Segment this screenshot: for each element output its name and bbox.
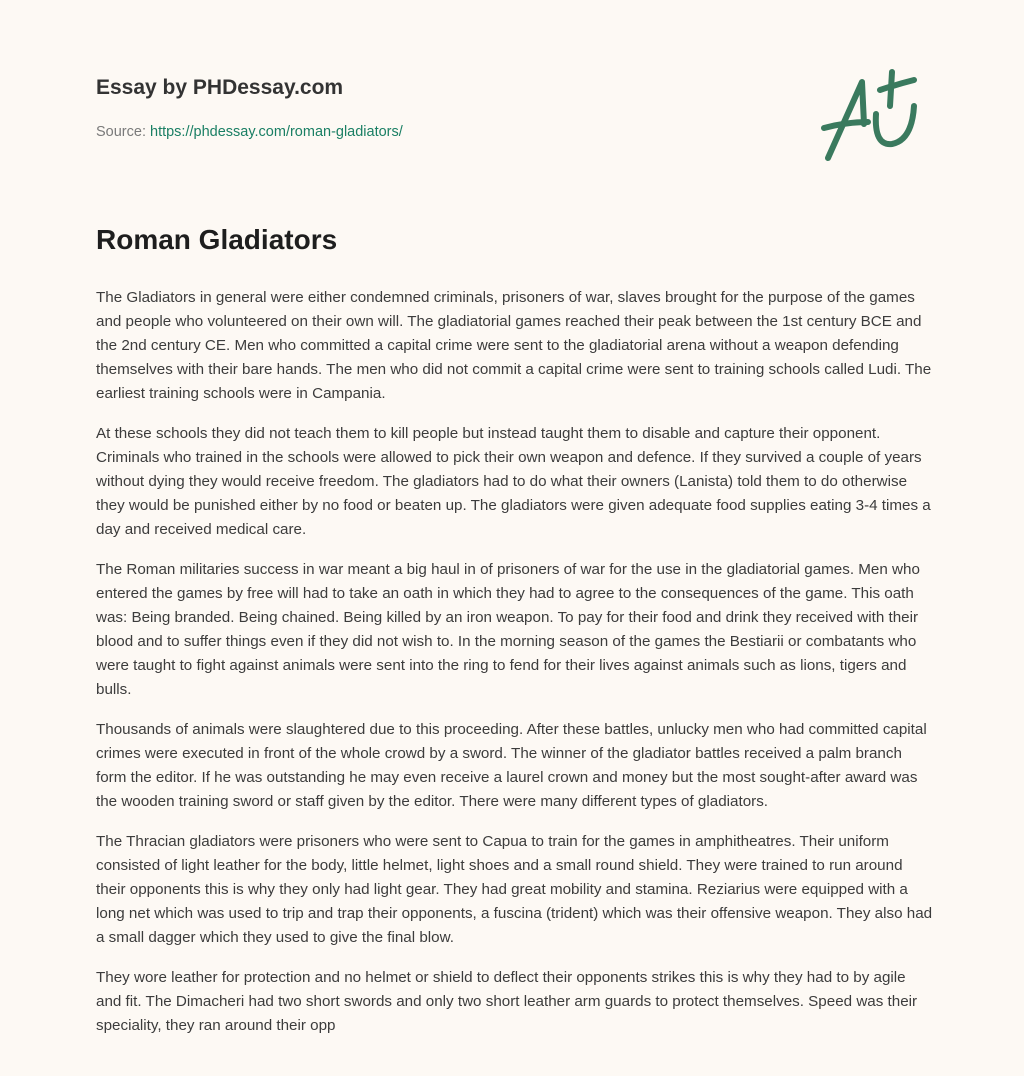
- source-link[interactable]: https://phdessay.com/roman-gladiators/: [150, 124, 403, 140]
- a-plus-logo-icon: [818, 66, 930, 166]
- source-label: Source:: [96, 124, 150, 140]
- paragraph: At these schools they did not teach them to kill people but instead taught them to disable and capture their opponent. Criminals who trained in the schools were allowed to pick their own weapon and defence. If they survived a couple of years without dying they would receive freedom. The gladiators had to do what their owners (Lanista) told them to do otherwise they would be punished either by no food or beaten up. The gladiators were given adequate food supplies eating 3-4 times a day and received medical care.: [96, 425, 931, 538]
- paragraph: The Gladiators in general were either condemned criminals, prisoners of war, slaves brought for the purpose of the games and people who volunteered on their own will. The gladiatorial games reached their peak between the 1st century BCE and the 2nd century CE. Men who committed a capital crime were sent to the gladiatorial arena without a weapon defending themselves with their bare hands. The men who did not commit a capital crime were sent to training schools called Ludi. The earliest training schools were in Campania.: [96, 289, 932, 402]
- source-line: [96, 124, 403, 140]
- paragraph: They wore leather for protection and no helmet or shield to deflect their opponents strikes this is why they had to by agile and fit. The Dimacheri had two short swords and only two short leather arm guards to protect themselves. Speed was their speciality, they ran around their opp: [96, 969, 918, 1034]
- site-brand: Essay by PHDessay.com: [96, 76, 344, 99]
- article-title: Roman Gladiators: [96, 224, 338, 255]
- paragraph: The Thracian gladiators were prisoners who were sent to Capua to train for the games in amphitheatres. Their uniform consisted of light leather for the body, little helmet, light shoes and a small round shield. They were trained to run around their opponents this is why they only had light gear. They had great mobility and stamina. Reziarius were equipped with a long net which was used to trip and trap their opponents, a fuscina (trident) which was their offensive weapon. They also had a small dagger which they used to give the final blow.: [96, 833, 933, 946]
- article-body: [96, 286, 934, 1054]
- paragraph: Thousands of animals were slaughtered due to this proceeding. After these battles, unlucky men who had committed capital crimes were executed in front of the whole crowd by a sword. The winner of the gladiator battles received a palm branch form the editor. If he was outstanding he may even receive a laurel crown and money but the most sought-after award was the wooden training sword or staff given by the editor. There were many different types of gladiators.: [96, 721, 927, 810]
- paragraph: The Roman militaries success in war meant a big haul in of prisoners of war for the use in the gladiatorial games. Men who entered the games by free will had to take an oath in which they had to agree to the consequences of the game. This oath was: Being branded. Being chained. Being killed by an iron weapon. To pay for their food and drink they received with their blood and to suffer things even if they did not wish to. In the morning season of the games the Bestiarii or combatants who were taught to fight against animals were sent into the ring to fend for their lives against animals such as lions, tigers and bulls.: [96, 561, 920, 698]
